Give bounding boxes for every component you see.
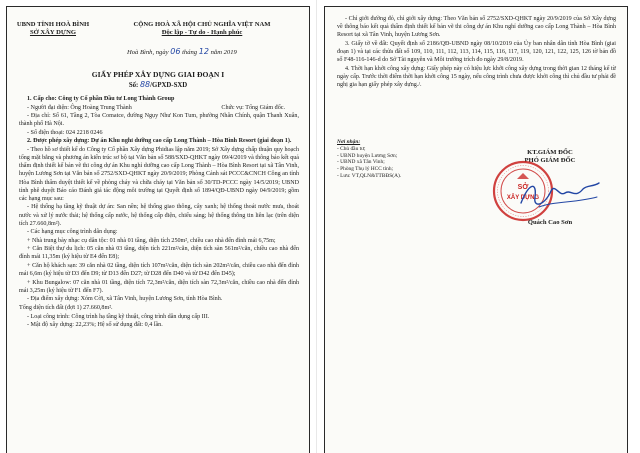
permit-page-2 bbox=[322, 0, 634, 453]
permit-body-left bbox=[19, 95, 299, 330]
permit-body-right bbox=[337, 15, 616, 90]
nation-line-2: Độc lập - Tự do - Hạnh phúc bbox=[161, 29, 243, 36]
work-item-villas: + Căn Biệt thự du lịch: 05 căn nhà 03 tầng, diện tích 221m²/căn, diện tích sàn 561m²/căn, chiều cao nhà đến đỉnh mái 11,35m (ký hiệu từ E4 đến E8); bbox=[19, 246, 299, 261]
recipient-item: - Phòng Thụ lý HCC tỉnh; bbox=[337, 166, 394, 173]
boundary-lines: - Chỉ giới đường đỏ, chỉ giới xây dựng: Theo Văn bản số 2752/SXD-QHKT ngày 20/9/2019 của Sở Xây dựng về thông báo kết quả thẩm định thiết kế bản vẽ thi công dự án Khu nghỉ dưỡng cao cấp Long Thành – Hòa Bình Resort tại xã Tân Vinh, huyện Lương Sơn. bbox=[337, 16, 616, 39]
date-prefix: Hoà Bình, ngày bbox=[127, 49, 169, 56]
total-land-area: Tổng diện tích đất (đợt 1) 27.660,8m². bbox=[19, 304, 113, 311]
representative: - Người đại diện: Ông Hoàng Trung Thành bbox=[27, 104, 132, 111]
date-day: 06 bbox=[170, 47, 181, 56]
civil-works-heading: - Các hạng mục công trình dân dụng: bbox=[27, 229, 118, 236]
recipients-list bbox=[337, 139, 447, 180]
work-type: - Loại công trình: Công trình hạ tầng kỹ thuật, công trình dân dụng cấp III. bbox=[27, 313, 210, 320]
number-suffix: /GPXD-SXD bbox=[150, 82, 188, 89]
work-item-music-hall: + Nhà trung bày nhạc cụ dân tộc: 01 nhà 01 tầng, diện tích 250m², chiều cao nhà đến đỉnh mái 6,75m; bbox=[27, 237, 276, 244]
seal-center-text: XÂY DỰNG bbox=[506, 195, 540, 201]
recipients-label: Nơi nhận: bbox=[337, 139, 361, 145]
construction-location: - Địa điểm xây dựng: Xóm Cời, xã Tân Vinh, huyện Lương Sơn, tỉnh Hòa Bình. bbox=[27, 296, 223, 303]
date-month: 12 bbox=[198, 47, 209, 56]
document-number bbox=[7, 80, 309, 90]
page-1-paper bbox=[6, 6, 310, 453]
signature-line-1: KT.GIÁM ĐỐC bbox=[527, 149, 573, 156]
nation-line-1: CỘNG HOÀ XÃ HỘI CHỦ NGHĨA VIỆT NAM bbox=[133, 21, 271, 28]
representative-position: Chức vụ: Tổng Giám đốc. bbox=[221, 104, 285, 111]
design-basis: - Theo hồ sơ thiết kế do Công ty Cổ phần Xây dựng Phidias lập năm 2019; Sở Xây dựng chấp thuận quy hoạch tổng mặt bằng và phương án kiến trúc sơ bộ tại Văn bản số 588/SXD-QHKT ngày 09/4/2019 và thông báo kết quả thẩm định thiết kế bản vẽ thi công dự án Khu nghỉ dưỡng cao cấp Long Thành – Hòa Bình Resort tại xã Tân Vinh, huyện Lương Sơn tại Văn bản số 2752/SXD-QHKT ngày 20/9/2019; Phòng Cảnh sát PCCC&CNCH Công an tỉnh Hòa Bình thẩm duyệt thiết kế về phòng cháy và chữa cháy tại Văn bản số 30/TD-PCCC ngày 14/5/2019; UBND tỉnh phê duyệt Báo cáo Đánh giá tác động môi trường tại Quyết định số 1894/QĐ-UBND ngày 04/9/2019; gồm các hạng mục sau: bbox=[19, 146, 299, 202]
issuing-org-header bbox=[11, 21, 95, 37]
national-motto-header bbox=[99, 21, 305, 37]
technical-infrastructure: - Hệ thống hạ tầng kỹ thuật dự án: San nền; hệ thống giao thông, cây xanh; hệ thống thoát nước mưa, thoát nước và xử lý nước thải; hệ thống cấp nước, hệ thống cấp điện, chiếu sáng; hệ thống thông tin liên lạc (trên diện tích 27.660,8m²). bbox=[19, 204, 299, 227]
section-land-documents: 3. Giấy tờ về đất: Quyết định số 2186/QĐ-UBND ngày 08/10/2019 của Ủy ban nhân dân tỉnh Hòa Bình (giai đoạn 1) và tại các thửa đất số 109, 110, 111, 112, 113, 114, 115, 116, 117, 119, 120, 121, 122, 125, 126 tờ bản đồ số F48-116-146-d do Sở Tài nguyên và Môi trường trích đo ngày 29/8/2019. bbox=[337, 40, 616, 64]
section-grantee: 1. Cấp cho: Công ty Cổ phần Đầu tư Long Thành Group bbox=[27, 96, 175, 102]
building-density: - Mật độ xây dựng: 22,23%; Hệ số sử dụng đất: 0,4 lần. bbox=[27, 322, 163, 329]
grantee-address: - Địa chỉ: Số 61, Tầng 2, Tòa Comatce, đường Ngụy Như Kon Tum, phường Nhân Chính, quận Thanh Xuân, thành phố Hà Nội. bbox=[19, 113, 299, 128]
grantee-phone: - Số điện thoại: 024 2218 0246 bbox=[27, 129, 103, 136]
number-value: 88 bbox=[139, 80, 151, 89]
work-item-bungalows: + Khu Bungalow: 07 căn nhà 01 tầng, diện tích 72,3m²/căn, diện tích sàn 72,3m²/căn, chiều cao nhà đến đỉnh mái 3,25m (ký hiệu từ F1 đến F7). bbox=[19, 279, 299, 294]
section-commencement-deadline: 4. Thời hạn khởi công xây dựng: Giấy phép này có hiệu lực khởi công xây dựng trong thời gian 12 tháng kể từ ngày cấp. Trước thời điểm thời hạn khởi công 15 ngày, nếu công trình chưa được khởi công thì chủ đầu tư phải đề nghị gia hạn giấy phép xây dựng./. bbox=[337, 65, 616, 89]
recipient-item: - UBND huyện Lương Sơn; bbox=[337, 152, 398, 159]
signer-name: Quách Cao Sơn bbox=[527, 219, 573, 226]
number-prefix: Số: bbox=[128, 82, 139, 89]
work-item-hotel-apartments: + Căn hộ khách sạn: 39 căn nhà 02 tầng, diện tích 107m²/căn, diện tích sàn 202m²/căn, chiều cao nhà đến đỉnh mái 6,6m (ký hiệu từ D3 đến D9; từ D13 đến D27; từ D28 đến D40 và từ D42 đến D45); bbox=[19, 263, 299, 278]
org-line-2: SỞ XÂY DỰNG bbox=[29, 29, 77, 36]
signature-line-2: PHÓ GIÁM ĐỐC bbox=[524, 157, 576, 164]
page-2-paper bbox=[324, 6, 628, 453]
document-title: GIẤY PHÉP XÂY DỰNG GIAI ĐOẠN I bbox=[91, 70, 225, 79]
date-year: năm 2019 bbox=[210, 49, 237, 56]
page-separator bbox=[316, 0, 317, 453]
recipient-item: - Chủ đầu tư; bbox=[337, 145, 366, 152]
recipient-item: - Lưu: VT,QLN&TTBĐS(A). bbox=[337, 172, 402, 179]
seal-top-text: SỞ bbox=[517, 184, 529, 191]
representative-line bbox=[19, 104, 299, 112]
issue-date bbox=[127, 47, 307, 56]
org-line-1: UBND TỈNH HOÀ BÌNH bbox=[16, 21, 90, 28]
recipient-item: - UBND xã Tân Vinh; bbox=[337, 159, 385, 166]
section-permitted-works: 2. Được phép xây dựng: Dự án Khu nghỉ dưỡng cao cấp Long Thành – Hòa Bình Resort (giai đoạn 1). bbox=[27, 138, 292, 145]
date-month-label: tháng bbox=[182, 49, 198, 56]
handwritten-signature-icon bbox=[515, 175, 605, 217]
permit-page-1 bbox=[0, 0, 312, 453]
